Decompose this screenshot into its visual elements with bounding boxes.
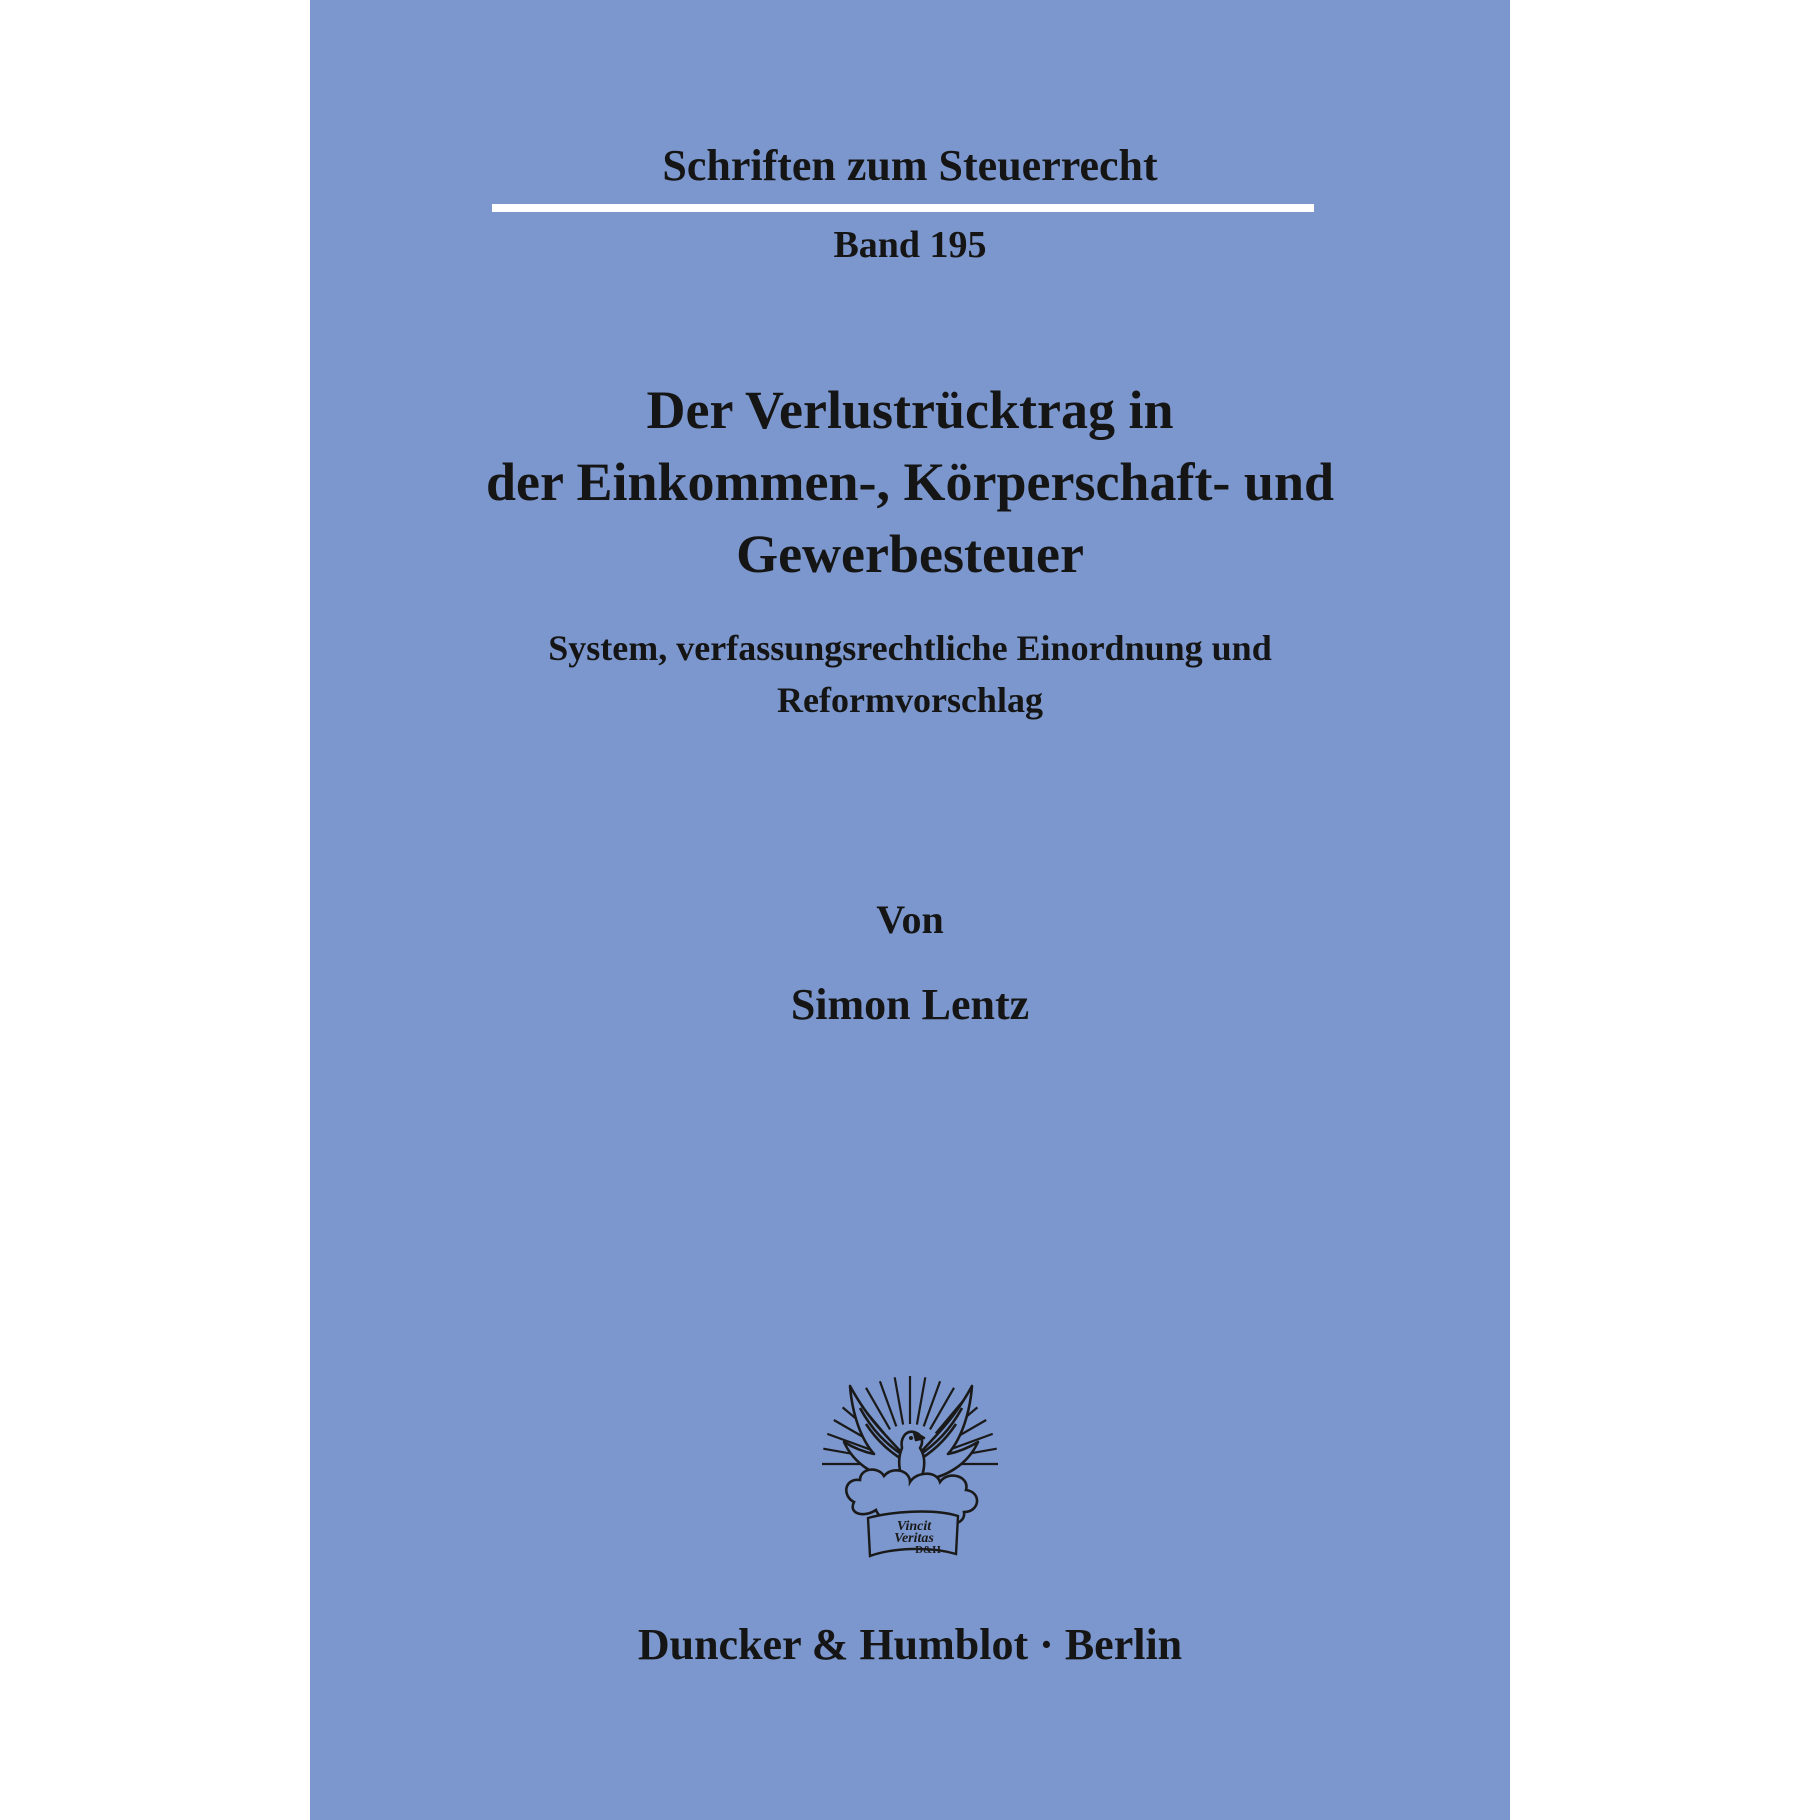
logo-text-line-1: Vincit <box>896 1519 932 1534</box>
eagle-sunburst-emblem-icon <box>820 1368 1000 1558</box>
title-line-3: Gewerbesteuer <box>736 524 1084 584</box>
book-title <box>310 374 1510 590</box>
title-line-2: der Einkommen-, Körperschaft- und <box>485 452 1335 512</box>
book-cover <box>310 0 1510 1820</box>
sunburst-ray <box>917 1377 925 1424</box>
by-label: Von <box>876 897 944 942</box>
title-line-1: Der Verlustrücktrag in <box>646 380 1174 440</box>
subtitle-line-1: System, verfassungsrechtliche Einordnung und <box>548 628 1272 668</box>
subtitle-line-2: Reformvorschlag <box>777 680 1043 720</box>
logo-text-line-2: Veritas <box>894 1531 934 1546</box>
logo-text-line-3: D&H <box>915 1544 941 1556</box>
sunburst-ray <box>880 1381 896 1426</box>
author-name: Simon Lentz <box>790 980 1030 1029</box>
motto-banner <box>868 1512 958 1556</box>
book-subtitle <box>310 622 1510 726</box>
series-title: Schriften zum Steuerrecht <box>662 141 1158 190</box>
series-divider <box>492 204 1314 212</box>
volume-number: Band 195 <box>833 224 987 266</box>
sunburst-ray <box>895 1377 903 1424</box>
sunburst-ray <box>924 1381 940 1426</box>
publisher-imprint: Duncker & Humblot · Berlin <box>637 1620 1183 1669</box>
